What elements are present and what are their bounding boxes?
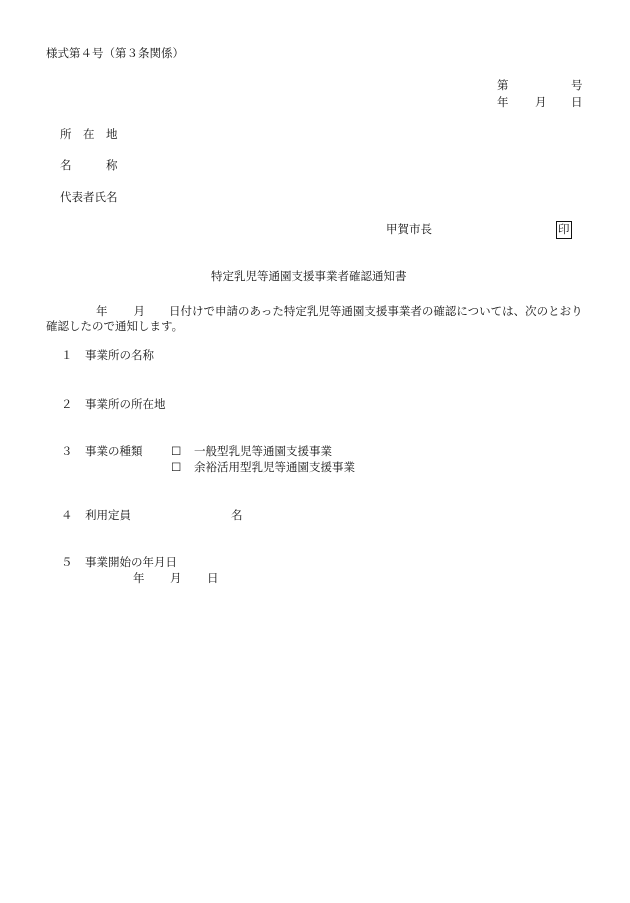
option-general-label: 一般型乳児等通園支援事業 bbox=[194, 444, 332, 458]
doc-number-dai: 第 bbox=[497, 78, 509, 92]
option-surplus-label: 余裕活用型乳児等通園支援事業 bbox=[194, 460, 355, 474]
doc-date-year: 年 bbox=[497, 95, 509, 109]
representative-label: 代表者氏名 bbox=[60, 190, 118, 204]
seal-text: 印 bbox=[556, 221, 572, 239]
item-5-day: 日 bbox=[207, 571, 219, 585]
item-5-month: 月 bbox=[170, 571, 182, 585]
body-month: 月 bbox=[133, 304, 145, 318]
item-3-number: ３ bbox=[61, 444, 73, 458]
doc-date-day: 日 bbox=[571, 95, 583, 109]
form-number: 様式第４号（第３条関係） bbox=[46, 46, 184, 60]
item-3-label: 事業の種類 bbox=[85, 444, 143, 458]
document-title: 特定乳児等通園支援事業者確認通知書 bbox=[211, 269, 407, 283]
item-4-unit: 名 bbox=[231, 508, 243, 522]
item-1-number: １ bbox=[61, 348, 73, 362]
body-paragraph bbox=[46, 304, 586, 334]
item-5-label: 事業開始の年月日 bbox=[85, 555, 177, 569]
doc-date-month: 月 bbox=[535, 95, 547, 109]
item-2-number: ２ bbox=[61, 397, 73, 411]
option-general-checkbox[interactable]: ☐ bbox=[171, 444, 182, 458]
item-5-number: ５ bbox=[61, 555, 73, 569]
seal-mark bbox=[556, 221, 572, 239]
item-4-number: ４ bbox=[61, 508, 73, 522]
item-4-label: 利用定員 bbox=[85, 508, 131, 522]
name-label: 名 称 bbox=[60, 158, 118, 172]
item-2-label: 事業所の所在地 bbox=[85, 397, 166, 411]
issuer-name: 甲賀市長 bbox=[386, 222, 432, 236]
option-surplus-checkbox[interactable]: ☐ bbox=[171, 460, 182, 474]
item-5-year: 年 bbox=[133, 571, 145, 585]
body-year: 年 bbox=[96, 304, 108, 318]
doc-number-go: 号 bbox=[571, 78, 583, 92]
address-label: 所 在 地 bbox=[60, 127, 118, 141]
item-1-label: 事業所の名称 bbox=[85, 348, 154, 362]
body-text: 日付けで申請のあった特定乳児等通園支援事業者の確認については、次のとおり確認したので通知します。 bbox=[46, 304, 583, 333]
